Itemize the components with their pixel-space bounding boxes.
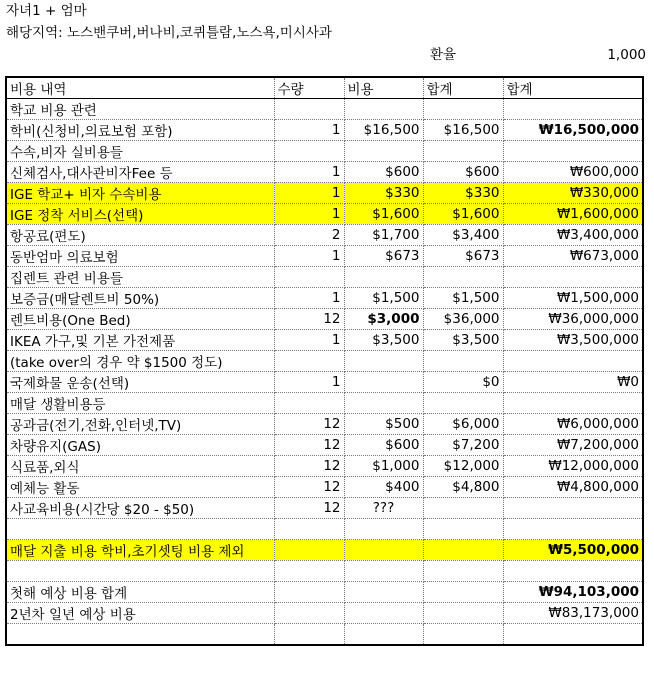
table-row bbox=[6, 309, 643, 330]
empty-cell[interactable] bbox=[344, 141, 423, 162]
sum-usd-cell[interactable]: $673 bbox=[423, 246, 503, 267]
sum-krw-cell[interactable]: ₩1,600,000 bbox=[503, 204, 643, 225]
item-name-cell[interactable]: 항공료(편도) bbox=[6, 225, 274, 246]
cost-cell[interactable] bbox=[344, 372, 423, 393]
qty-cell[interactable]: 12 bbox=[274, 309, 344, 330]
empty-cell[interactable] bbox=[423, 99, 503, 120]
table-row bbox=[6, 582, 643, 603]
section-row bbox=[6, 393, 643, 414]
empty-cell[interactable] bbox=[423, 561, 503, 582]
sum-krw-cell[interactable]: ₩600,000 bbox=[503, 162, 643, 183]
sum-usd-cell[interactable]: $36,000 bbox=[423, 309, 503, 330]
table-row bbox=[6, 498, 643, 519]
qty-cell[interactable]: 1 bbox=[274, 288, 344, 309]
table-row bbox=[6, 120, 643, 141]
empty-cell[interactable] bbox=[344, 624, 423, 646]
empty-cell[interactable] bbox=[503, 519, 643, 540]
cost-cell[interactable]: $673 bbox=[344, 246, 423, 267]
cost-cell[interactable]: $500 bbox=[344, 414, 423, 435]
section-row bbox=[6, 99, 643, 120]
section-label[interactable]: 학교 비용 관련 bbox=[6, 99, 274, 120]
sum-krw-cell[interactable]: ₩0 bbox=[503, 372, 643, 393]
empty-cell[interactable] bbox=[274, 519, 344, 540]
qty-cell[interactable]: 12 bbox=[274, 456, 344, 477]
table-row bbox=[6, 330, 643, 351]
col-header-item[interactable]: 비용 내역 bbox=[6, 77, 274, 99]
sum-usd-cell[interactable] bbox=[423, 603, 503, 624]
cost-cell[interactable]: $3,000 bbox=[344, 309, 423, 330]
item-name-cell[interactable]: 식료품,외식 bbox=[6, 456, 274, 477]
item-name-cell[interactable]: 매달 지출 비용 학비,초기셋팅 비용 제외 bbox=[6, 540, 274, 561]
section-label[interactable]: 수속,비자 실비용들 bbox=[6, 141, 274, 162]
empty-cell[interactable] bbox=[503, 561, 643, 582]
table-row bbox=[6, 183, 643, 204]
sum-usd-cell[interactable] bbox=[423, 540, 503, 561]
empty-cell[interactable] bbox=[423, 267, 503, 288]
sum-usd-cell[interactable]: $6,000 bbox=[423, 414, 503, 435]
blank-row bbox=[6, 561, 643, 582]
table-row bbox=[6, 225, 643, 246]
sum-krw-cell[interactable]: ₩1,500,000 bbox=[503, 288, 643, 309]
sum-krw-cell[interactable] bbox=[503, 498, 643, 519]
sum-krw-cell[interactable]: ₩3,400,000 bbox=[503, 225, 643, 246]
cost-cell[interactable]: $400 bbox=[344, 477, 423, 498]
cost-cell[interactable] bbox=[344, 603, 423, 624]
table-row bbox=[6, 435, 643, 456]
sum-krw-cell[interactable] bbox=[503, 351, 643, 372]
empty-cell[interactable] bbox=[344, 99, 423, 120]
empty-cell[interactable] bbox=[503, 141, 643, 162]
item-name-cell[interactable]: 신체검사,대사관비자Fee 등 bbox=[6, 162, 274, 183]
section-label[interactable]: 집렌트 관련 비용들 bbox=[6, 267, 274, 288]
empty-cell[interactable] bbox=[344, 267, 423, 288]
sum-krw-cell[interactable]: ₩4,800,000 bbox=[503, 477, 643, 498]
sum-usd-cell[interactable] bbox=[423, 351, 503, 372]
cost-cell[interactable]: ??? bbox=[344, 498, 423, 519]
qty-cell[interactable]: 2 bbox=[274, 225, 344, 246]
cost-cell[interactable]: $600 bbox=[344, 435, 423, 456]
empty-cell[interactable] bbox=[344, 561, 423, 582]
sum-usd-cell[interactable]: $330 bbox=[423, 183, 503, 204]
cost-cell[interactable] bbox=[344, 540, 423, 561]
sum-krw-cell[interactable]: ₩12,000,000 bbox=[503, 456, 643, 477]
item-name-cell[interactable]: 국제화물 운송(선택) bbox=[6, 372, 274, 393]
sum-krw-cell[interactable]: ₩94,103,000 bbox=[503, 582, 643, 603]
empty-cell[interactable] bbox=[274, 267, 344, 288]
table-row bbox=[6, 414, 643, 435]
empty-cell[interactable] bbox=[344, 519, 423, 540]
table-row bbox=[6, 603, 643, 624]
qty-cell[interactable]: 1 bbox=[274, 372, 344, 393]
item-name-cell[interactable]: (take over의 경우 약 $1500 정도) bbox=[6, 351, 274, 372]
cost-cell[interactable] bbox=[344, 351, 423, 372]
qty-cell[interactable] bbox=[274, 540, 344, 561]
cost-cell[interactable]: $1,000 bbox=[344, 456, 423, 477]
cost-cell[interactable]: $600 bbox=[344, 162, 423, 183]
exchange-rate-label: 환율 bbox=[430, 47, 457, 63]
item-name-cell[interactable]: 2년차 일년 예상 비용 bbox=[6, 603, 274, 624]
qty-cell[interactable]: 12 bbox=[274, 477, 344, 498]
exchange-rate-value[interactable]: 1,000 bbox=[607, 47, 646, 63]
sum-krw-cell[interactable]: ₩330,000 bbox=[503, 183, 643, 204]
qty-cell[interactable]: 12 bbox=[274, 435, 344, 456]
cost-cell[interactable]: $330 bbox=[344, 183, 423, 204]
sum-krw-cell[interactable]: ₩16,500,000 bbox=[503, 120, 643, 141]
sum-usd-cell[interactable]: $3,400 bbox=[423, 225, 503, 246]
empty-cell[interactable] bbox=[274, 624, 344, 646]
table-row bbox=[6, 456, 643, 477]
item-name-cell[interactable]: 보증금(매달렌트비 50%) bbox=[6, 288, 274, 309]
sheet-title: 자녀1 + 엄마 bbox=[6, 3, 87, 19]
empty-cell[interactable] bbox=[6, 561, 274, 582]
sum-usd-cell[interactable]: $1,600 bbox=[423, 204, 503, 225]
qty-cell[interactable]: 1 bbox=[274, 120, 344, 141]
region-text: 해당지역: 노스밴쿠버,버나비,코퀴틀람,노스욕,미시사과 bbox=[6, 25, 332, 41]
sum-usd-cell[interactable]: $12,000 bbox=[423, 456, 503, 477]
table-row bbox=[6, 246, 643, 267]
empty-cell[interactable] bbox=[274, 561, 344, 582]
table-row bbox=[6, 162, 643, 183]
cost-cell[interactable] bbox=[344, 582, 423, 603]
empty-cell[interactable] bbox=[274, 99, 344, 120]
item-name-cell[interactable]: IGE 정착 서비스(선택) bbox=[6, 204, 274, 225]
sum-krw-cell[interactable]: ₩7,200,000 bbox=[503, 435, 643, 456]
sum-krw-cell[interactable]: ₩36,000,000 bbox=[503, 309, 643, 330]
empty-cell[interactable] bbox=[6, 519, 274, 540]
header-row bbox=[6, 77, 643, 99]
sum-krw-cell[interactable]: ₩83,173,000 bbox=[503, 603, 643, 624]
sum-usd-cell[interactable]: $600 bbox=[423, 162, 503, 183]
qty-cell[interactable]: 12 bbox=[274, 414, 344, 435]
col-header-sum-usd[interactable]: 합계 bbox=[423, 77, 503, 99]
item-name-cell[interactable]: 공과금(전기,전화,인터넷,TV) bbox=[6, 414, 274, 435]
empty-cell[interactable] bbox=[503, 624, 643, 646]
sum-usd-cell[interactable] bbox=[423, 582, 503, 603]
cost-table bbox=[5, 76, 644, 646]
item-name-cell[interactable]: IGE 학교+ 비자 수속비용 bbox=[6, 183, 274, 204]
qty-cell[interactable] bbox=[274, 351, 344, 372]
empty-cell[interactable] bbox=[6, 624, 274, 646]
empty-cell[interactable] bbox=[423, 141, 503, 162]
empty-cell[interactable] bbox=[274, 393, 344, 414]
qty-cell[interactable]: 1 bbox=[274, 330, 344, 351]
sum-krw-cell[interactable]: ₩673,000 bbox=[503, 246, 643, 267]
table-row bbox=[6, 477, 643, 498]
item-name-cell[interactable]: 첫해 예상 비용 합계 bbox=[6, 582, 274, 603]
sum-usd-cell[interactable]: $0 bbox=[423, 372, 503, 393]
qty-cell[interactable]: 1 bbox=[274, 162, 344, 183]
qty-cell[interactable]: 1 bbox=[274, 204, 344, 225]
col-header-cost[interactable]: 비용 bbox=[344, 77, 423, 99]
qty-cell[interactable]: 1 bbox=[274, 246, 344, 267]
cost-cell[interactable]: $1,600 bbox=[344, 204, 423, 225]
empty-cell[interactable] bbox=[503, 267, 643, 288]
empty-cell[interactable] bbox=[503, 393, 643, 414]
section-row bbox=[6, 267, 643, 288]
empty-cell[interactable] bbox=[344, 393, 423, 414]
sum-krw-cell[interactable]: ₩6,000,000 bbox=[503, 414, 643, 435]
sum-krw-cell[interactable]: ₩5,500,000 bbox=[503, 540, 643, 561]
col-header-qty[interactable]: 수량 bbox=[274, 77, 344, 99]
table-row bbox=[6, 372, 643, 393]
table-row bbox=[6, 351, 643, 372]
item-name-cell[interactable]: 렌트비용(One Bed) bbox=[6, 309, 274, 330]
cost-cell[interactable]: $16,500 bbox=[344, 120, 423, 141]
item-name-cell[interactable]: 예체능 활동 bbox=[6, 477, 274, 498]
empty-cell[interactable] bbox=[423, 519, 503, 540]
empty-cell[interactable] bbox=[423, 393, 503, 414]
sum-krw-cell[interactable]: ₩3,500,000 bbox=[503, 330, 643, 351]
qty-cell[interactable] bbox=[274, 603, 344, 624]
item-name-cell[interactable]: 사교육비용(시간당 $20 - $50) bbox=[6, 498, 274, 519]
sum-usd-cell[interactable] bbox=[423, 498, 503, 519]
item-name-cell[interactable]: 동반엄마 의료보험 bbox=[6, 246, 274, 267]
table-row bbox=[6, 204, 643, 225]
sum-usd-cell[interactable]: $16,500 bbox=[423, 120, 503, 141]
qty-cell[interactable]: 12 bbox=[274, 498, 344, 519]
blank-row bbox=[6, 624, 643, 646]
qty-cell[interactable]: 1 bbox=[274, 183, 344, 204]
item-name-cell[interactable]: 학비(신청비,의료보험 포함) bbox=[6, 120, 274, 141]
cost-cell[interactable]: $1,700 bbox=[344, 225, 423, 246]
sum-usd-cell[interactable]: $3,500 bbox=[423, 330, 503, 351]
blank-row bbox=[6, 519, 643, 540]
section-label[interactable]: 매달 생활비용등 bbox=[6, 393, 274, 414]
item-name-cell[interactable]: 차량유지(GAS) bbox=[6, 435, 274, 456]
col-header-sum-krw[interactable]: 합계 bbox=[503, 77, 643, 99]
cost-cell[interactable]: $3,500 bbox=[344, 330, 423, 351]
table-row bbox=[6, 540, 643, 561]
qty-cell[interactable] bbox=[274, 582, 344, 603]
empty-cell[interactable] bbox=[423, 624, 503, 646]
empty-cell[interactable] bbox=[274, 141, 344, 162]
sum-usd-cell[interactable]: $4,800 bbox=[423, 477, 503, 498]
table-row bbox=[6, 288, 643, 309]
sum-usd-cell[interactable]: $1,500 bbox=[423, 288, 503, 309]
empty-cell[interactable] bbox=[503, 99, 643, 120]
sum-usd-cell[interactable]: $7,200 bbox=[423, 435, 503, 456]
section-row bbox=[6, 141, 643, 162]
item-name-cell[interactable]: IKEA 가구,및 기본 가전제품 bbox=[6, 330, 274, 351]
cost-cell[interactable]: $1,500 bbox=[344, 288, 423, 309]
